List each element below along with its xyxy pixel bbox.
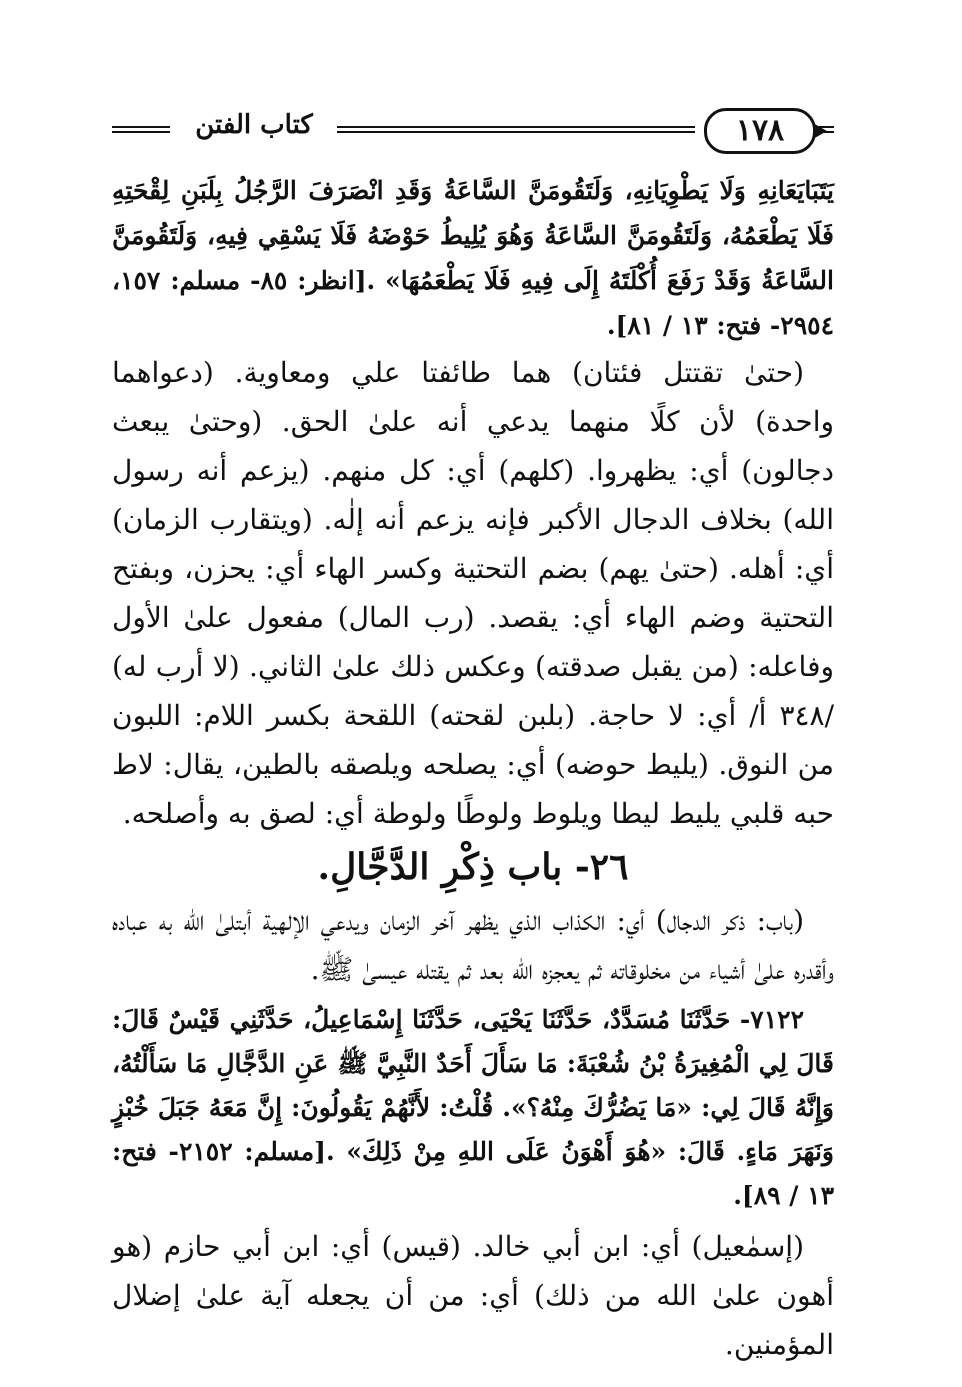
- header-rule-right: [816, 126, 834, 133]
- page-number-badge: ١٧٨: [704, 108, 816, 154]
- chapter-commentary: [112, 896, 834, 994]
- chapter-heading: ٢٦- باب ذِكْرِ الدَّجَّالِ.: [317, 846, 629, 888]
- commentary-text: (حتىٰ تقتتل فئتان) هما طائفتا علي ومعاوية. (دعواهما واحدة) لأن كلًا منهما يدعي أنه علىٰ الحق. (وحتىٰ يبعث دجالون) أي: يظهروا. (كلهم) أي: كل منهم. (يزعم أنه رسول الله) بخلاف الدجال الأكبر فإنه يزعم أنه إلٰه. (ويتقارب الزمان) أي: أهله. (حتىٰ يهم) بضم التحتية وكسر الهاء أي: يحزن، وبفتح التحتية وضم الهاء أي: يقصد. (رب المال) مفعول علىٰ الأول وفاعله: (من يقبل صدقته) وعكس ذلك علىٰ الثاني. (لا أرب له) /٣٤٨ أ/ أي: لا حاجة. (بلبن لقحته) اللقحة بكسر اللام: اللبون من النوق. (يليط حوضه) أي: يصلحه ويلصقه بالطين، يقال: لاط حبه قلبي يليط ليطا ويلوط ولوطًا ولوطة أي: لصق به وأصلحه.: [112, 356, 834, 830]
- hadith-continuation: يَتَبَايَعَانِهِ وَلَا يَطْوِيَانِهِ، وَلَتَقُومَنَّ السَّاعَةُ وَقَدِ انْصَرَفَ الرَّجُلُ بِلَبَنِ لِقْحَتِهِ فَلَا يَطْعَمُهُ، وَلَتَقُومَنَّ السَّاعَةُ وَهُوَ يُلِيطُ حَوْضَهُ فَلَا يَسْقِي فِيهِ، وَلَتَقُومَنَّ السَّاعَةُ وَقَدْ رَفَعَ أُكْلَتَهُ إِلَى فِيهِ فَلَا يَطْعَمُهَا» .[انظر: ٨٥- مسلم: ١٥٧، ٢٩٥٤- فتح: ١٣ / ٨١].: [112, 176, 834, 340]
- page-body: [112, 168, 834, 1369]
- chapter-commentary-text: (باب: ذكر الدجال) أي: الكذاب الذي يظهر آخر الزمان ويدعي الإلهية أبتلىٰ الله به عباده وأقدره علىٰ أشياء من مخلوقاته ثم يعجزه الله بعد ثم يقتله عيسىٰ ﷺ.: [112, 904, 834, 986]
- header-rule-middle: [337, 126, 695, 133]
- hadith-7122: [112, 998, 834, 1218]
- hadith-commentary-text: (إسمٰعيل) أي: ابن أبي خالد. (قيس) أي: ابن أبي حازم (هو أهون علىٰ الله من ذلك) أي: من أن يجعله آية علىٰ إضلال المؤمنين.: [112, 1230, 834, 1361]
- hadith-7122-text: ٧١٢٢- حَدَّثَنَا مُسَدَّدٌ، حَدَّثَنَا يَحْيَى، حَدَّثَنَا إِسْمَاعِيلُ، حَدَّثَنِي قَيْسٌ قَالَ: قَالَ لِي الْمُغِيرَةُ بْنُ شُعْبَةَ: مَا سَأَلَ أَحَدٌ النَّبِيَّ ﷺ عَنِ الدَّجَّالِ مَا سَأَلْتُهُ، وَإِنَّهُ قَالَ لِي: «مَا يَضُرُّكَ مِنْهُ؟». قُلْتُ: لأَنَّهُمْ يَقُولُونَ: إِنَّ مَعَهُ جَبَلَ خُبْزٍ وَنَهَرَ مَاءٍ. قَالَ: «هُوَ أَهْوَنُ عَلَى اللهِ مِنْ ذَلِكَ» .[مسلم: ٢١٥٢- فتح: ١٣ / ٨٩].: [112, 1005, 834, 1210]
- hadith-commentary: [112, 1222, 834, 1369]
- commentary-paragraph: [112, 348, 834, 838]
- header-rule-left: [112, 126, 170, 133]
- running-title: كتاب الفتن: [195, 110, 313, 140]
- page-header: [112, 104, 834, 156]
